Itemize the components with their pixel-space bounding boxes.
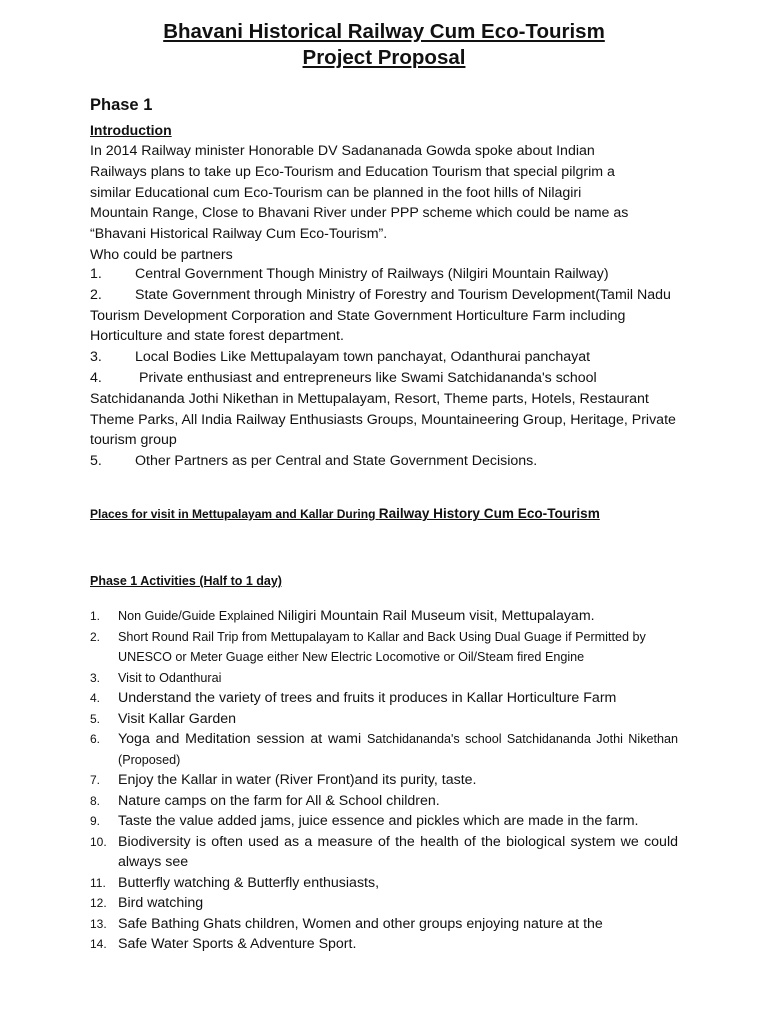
activities-heading: Phase 1 Activities (Half to 1 day) <box>90 574 282 588</box>
phase-heading: Phase 1 <box>90 96 153 114</box>
list-item <box>90 934 678 955</box>
places-heading-part: Railway History Cum Eco-Tourism <box>378 506 600 521</box>
item-text: Satchidananda's school Satchidananda Jothi Nikethan (Proposed) <box>118 732 679 767</box>
partners-heading: Who could be partners <box>90 246 233 263</box>
list-item <box>90 709 678 730</box>
list-item <box>90 606 678 627</box>
document-subtitle: Project Proposal <box>302 46 466 69</box>
intro-line: Railways plans to take up Eco-Tourism and Education Tourism that special pilgrim a <box>90 163 615 180</box>
partner-text: Central Government Though Ministry of Railways (Nilgiri Mountain Railway) <box>135 266 609 282</box>
partner-number: 2. <box>90 286 102 303</box>
item-text: Understand the variety of trees and fruits it produces in Kallar Horticulture Farm <box>118 690 617 706</box>
partners-list <box>90 264 690 472</box>
partner-number: 5. <box>90 453 102 470</box>
list-item <box>90 668 678 689</box>
item-number: 13. <box>90 916 107 931</box>
item-text: Safe Water Sports & Adventure Sport. <box>118 936 357 952</box>
item-text: Short Round Rail Trip from Mettupalayam to Kallar and Back Using Dual Guage if Permitted by UNESCO or Meter Guage either New Electric Locomotive or Oil/Steam fired Engine <box>118 629 646 664</box>
list-item <box>90 791 678 812</box>
item-text: Niligiri Mountain Rail Museum visit, Mettupalayam. <box>277 608 595 624</box>
partner-text: State Government through Ministry of Forestry and Tourism Development(Tamil Nadu Tourism Development Corporation and State Government Horticulture Farm including Horticulture and state forest department. <box>90 286 671 345</box>
item-number: 11. <box>90 875 106 890</box>
partner-item <box>90 264 690 285</box>
item-text: Visit Kallar Garden <box>118 710 237 727</box>
partner-text: Private enthusiast and entrepreneurs like Swami Satchidananda's school Satchidananda Jothi Nikethan in Mettupalayam, Resort, Theme parts, Hotels, Restaurant Theme Parks, All India Railway Enthusiasts Groups, Mountaineering Group, Heritage, Private tourism group <box>90 369 676 449</box>
item-number: 1. <box>90 609 101 623</box>
item-number: 7. <box>90 773 101 787</box>
item-text: Enjoy the Kallar in water (River Front)and its purity, taste. <box>118 772 477 788</box>
item-text: Visit to Odanthurai <box>118 670 222 685</box>
item-number: 6. <box>90 732 101 746</box>
list-item <box>90 770 678 791</box>
item-number: 2. <box>90 629 101 644</box>
list-item <box>90 914 678 935</box>
list-item <box>90 873 678 894</box>
introduction-paragraph <box>90 141 690 266</box>
activities-list <box>90 606 678 955</box>
item-text: Biodiversity is often used as a measure of the health of the biological system we could always see <box>118 833 678 870</box>
item-text: Safe Bathing Ghats children, Women and other groups enjoying nature at the <box>118 915 603 932</box>
partner-item <box>90 451 690 472</box>
item-number: 9. <box>90 814 101 828</box>
intro-line: “Bhavani Historical Railway Cum Eco-Tourism”. <box>90 226 388 243</box>
intro-line: similar Educational cum Eco-Tourism can be planned in the foot hills of Nilagiri <box>90 184 582 201</box>
places-heading-part: Places for visit in Mettupalayam and Kallar During <box>90 507 379 521</box>
list-item <box>90 729 678 770</box>
item-number: 5. <box>90 711 101 726</box>
item-number: 4. <box>90 691 101 705</box>
item-number: 12. <box>90 896 107 910</box>
item-number: 14. <box>90 937 107 951</box>
document-title: Bhavani Historical Railway Cum Eco-Tourism <box>163 20 605 43</box>
list-item <box>90 893 678 914</box>
item-text: Yoga and Meditation session at wami <box>118 731 367 747</box>
item-number: 10. <box>90 834 107 849</box>
partner-item <box>90 285 690 347</box>
partner-number: 4. <box>90 369 102 386</box>
partner-text: Other Partners as per Central and State Government Decisions. <box>135 453 538 470</box>
partner-number: 1. <box>90 266 102 282</box>
item-number: 3. <box>90 670 101 685</box>
item-number: 8. <box>90 793 101 808</box>
introduction-heading: Introduction <box>90 122 172 138</box>
item-text: Non Guide/Guide Explained <box>118 609 278 623</box>
partner-text: Local Bodies Like Mettupalayam town panchayat, Odanthurai panchayat <box>135 349 591 366</box>
list-item <box>90 811 678 832</box>
places-heading <box>90 506 600 521</box>
item-text: Butterfly watching & Butterfly enthusiasts, <box>118 874 380 891</box>
intro-line: In 2014 Railway minister Honorable DV Sadananada Gowda spoke about Indian <box>90 143 595 159</box>
partner-number: 3. <box>90 349 102 366</box>
partner-item <box>90 368 690 451</box>
item-text: Nature camps on the farm for All & School children. <box>118 792 440 809</box>
partner-item <box>90 347 690 368</box>
list-item <box>90 832 678 873</box>
item-text: Taste the value added jams, juice essence and pickles which are made in the farm. <box>118 813 639 829</box>
list-item <box>90 627 678 668</box>
item-text: Bird watching <box>118 895 204 911</box>
intro-line: Mountain Range, Close to Bhavani River under PPP scheme which could be name as <box>90 205 629 222</box>
list-item <box>90 688 678 709</box>
